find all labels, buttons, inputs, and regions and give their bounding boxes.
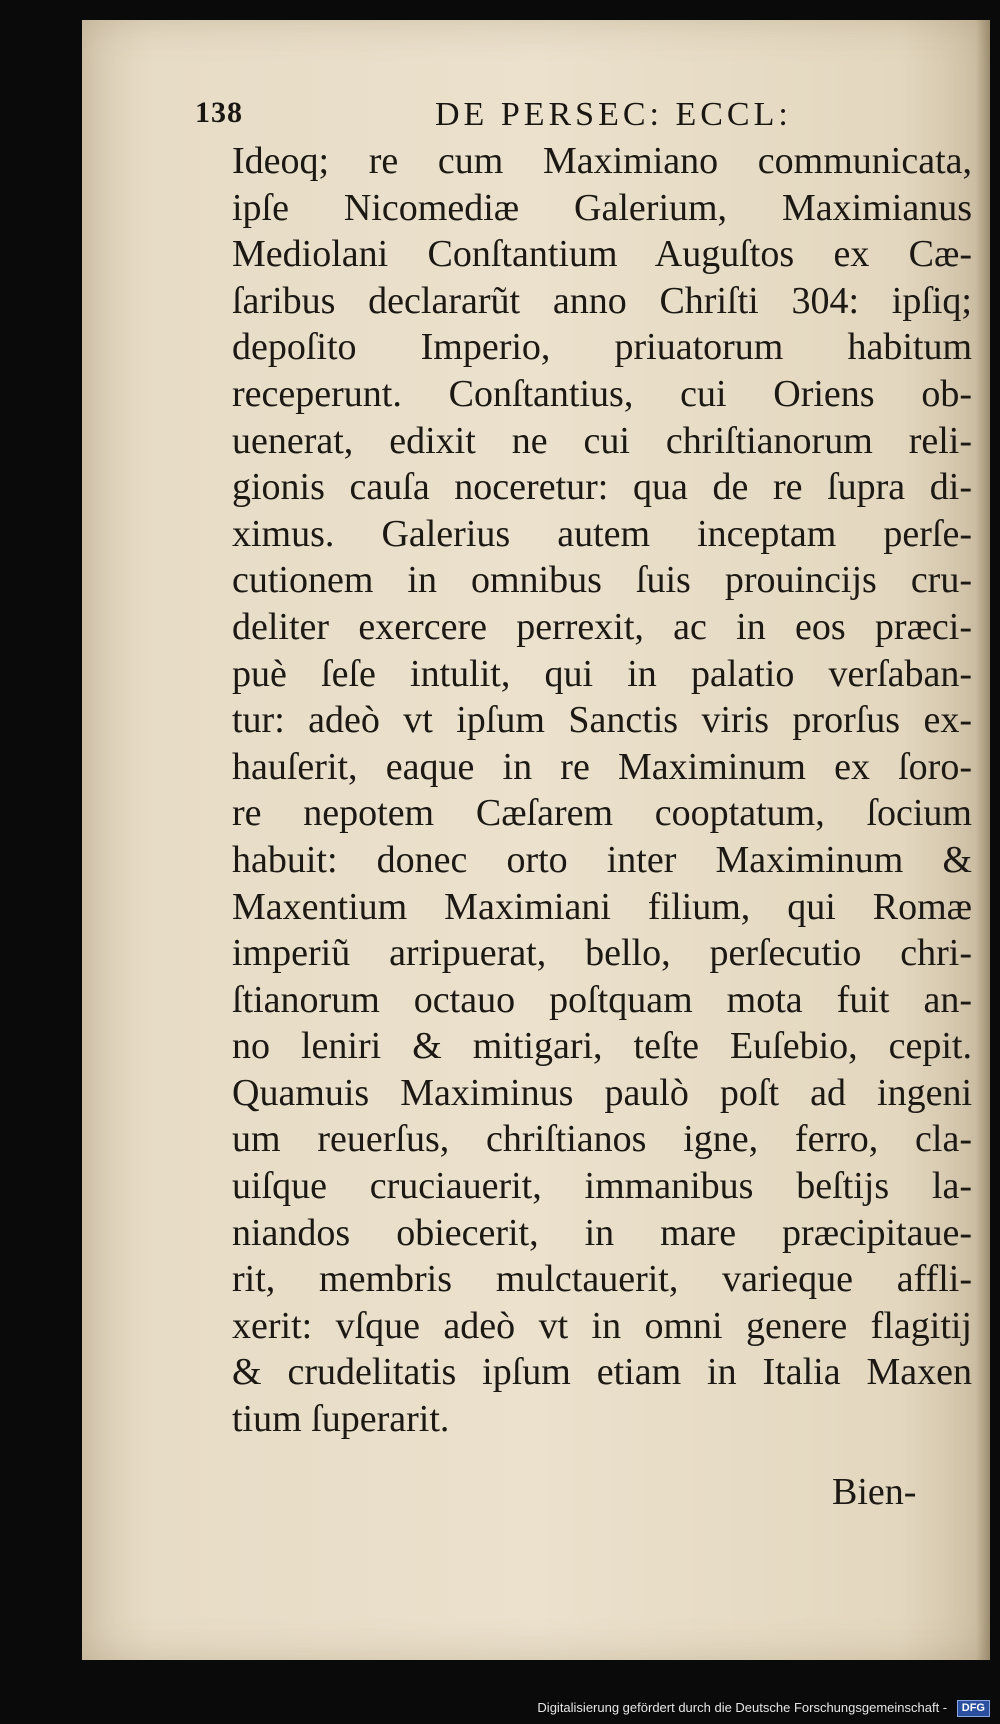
text-line: rit, membris mulctauerit, varieque affli- (232, 1258, 972, 1301)
text-line: re nepotem Cæſarem cooptatum, ſocium (232, 792, 972, 835)
page-edge-shadow (976, 20, 990, 1660)
text-line: Quamuis Maximinus paulò poſt ad ingeni (232, 1071, 972, 1114)
text-line: tur: adeò vt ipſum Sanctis viris prorſus ex- (232, 699, 972, 742)
digitization-credit (0, 1700, 990, 1724)
text-line: deliter exercere perrexit, ac in eos præci- (232, 605, 972, 648)
text-line: ſaribus declararũt anno Chriſti 304: ipſiq; (232, 279, 972, 322)
text-line: no leniri & mitigari, teſte Euſebio, cepit. (232, 1025, 972, 1068)
credit-text: Digitalisierung gefördert durch die Deutsche Forschungsgemeinschaft - (537, 1700, 948, 1715)
text-line: ſtianorum octauo poſtquam mota fuit an- (232, 978, 972, 1021)
dfg-logo: DFG (957, 1700, 990, 1717)
text-line: cutionem in omnibus ſuis prouincijs cru- (232, 559, 972, 602)
text-line: uenerat, edixit ne cui chriſtianorum reli- (232, 419, 972, 462)
catchword: Bien- (832, 1471, 917, 1513)
text-line: xerit: vſque adeò vt in omni genere flagitij (232, 1304, 972, 1347)
text-line: receperunt. Conſtantius, cui Oriens ob- (232, 372, 972, 415)
body-text (232, 138, 972, 1443)
running-title: DE PERSEC: ECCL: (435, 96, 792, 133)
text-line: um reuerſus, chriſtianos igne, ferro, cla- (232, 1118, 972, 1161)
text-line: Maxentium Maximiani filium, qui Romæ (232, 885, 972, 928)
running-head (195, 96, 955, 136)
text-line: & crudelitatis ipſum etiam in Italia Maxen (232, 1351, 972, 1394)
text-line: depoſito Imperio, priuatorum habitum (232, 326, 972, 369)
text-line: ximus. Galerius autem inceptam perſe- (232, 512, 972, 555)
text-line: gionis cauſa noceretur: qua de re ſupra di- (232, 466, 972, 509)
text-line: puè ſeſe intulit, qui in palatio verſaban- (232, 652, 972, 695)
text-line: Ideoq; re cum Maximiano communicata, (232, 140, 972, 182)
text-line: hauſerit, eaque in re Maximinum ex ſoro- (232, 745, 972, 788)
text-line: Mediolani Conſtantium Auguſtos ex Cæ- (232, 233, 972, 276)
page-number: 138 (195, 96, 243, 129)
text-line: habuit: donec orto inter Maximinum & (232, 838, 972, 881)
text-line: ipſe Nicomediæ Galerium, Maximianus (232, 186, 972, 229)
text-line: imperiũ arripuerat, bello, perſecutio chri- (232, 932, 972, 975)
text-line: tium ſuperarit. (232, 1398, 450, 1441)
text-line: uiſque cruciauerit, immanibus beſtijs la- (232, 1165, 972, 1208)
text-line: niandos obiecerit, in mare præcipitaue- (232, 1211, 972, 1254)
